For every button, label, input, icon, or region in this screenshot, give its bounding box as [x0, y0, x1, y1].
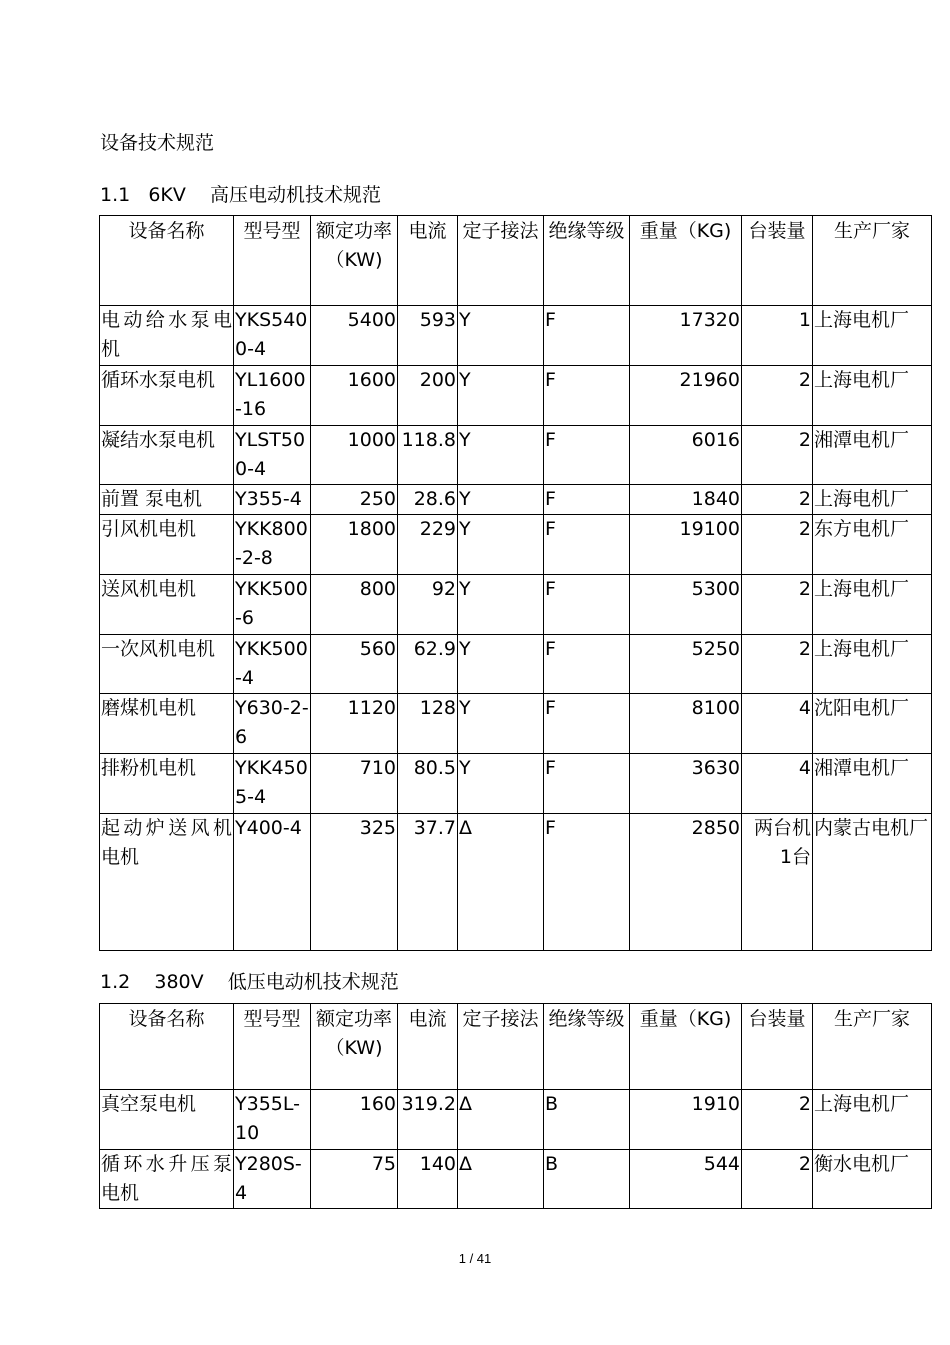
- cell-stator-connection: Y: [458, 366, 544, 426]
- table-row: [100, 814, 932, 951]
- cell-current: 229: [398, 515, 458, 575]
- header-model: 型号型: [234, 216, 311, 306]
- cell-current: 200: [398, 366, 458, 426]
- cell-model: Y630-2-6: [234, 694, 311, 754]
- cell-insulation-class: F: [544, 366, 630, 426]
- header-insulation-class: 绝缘等级: [544, 1004, 630, 1090]
- cell-rated-power: 710: [311, 754, 398, 814]
- cell-unit-count: 2: [742, 1090, 813, 1150]
- table-row: [100, 754, 932, 814]
- cell-rated-power: 1600: [311, 366, 398, 426]
- cell-device-name: 起动炉送风机电机: [100, 814, 234, 951]
- cell-model: YLST500-4: [234, 426, 311, 485]
- cell-insulation-class: F: [544, 306, 630, 366]
- cell-current: 319.2: [398, 1090, 458, 1150]
- cell-weight: 1840: [630, 485, 742, 515]
- cell-model: Y400-4: [234, 814, 311, 951]
- document-title: 设备技术规范: [100, 132, 215, 154]
- cell-stator-connection: Y: [458, 694, 544, 754]
- cell-weight: 1910: [630, 1090, 742, 1150]
- cell-manufacturer: 上海电机厂: [813, 575, 932, 635]
- cell-device-name: 引风机电机: [100, 515, 234, 575]
- cell-stator-connection: Y: [458, 754, 544, 814]
- header-device-name: 设备名称: [100, 216, 234, 306]
- table-row: [100, 485, 932, 515]
- cell-insulation-class: F: [544, 575, 630, 635]
- cell-manufacturer: 上海电机厂: [813, 1090, 932, 1150]
- cell-weight: 6016: [630, 426, 742, 485]
- cell-device-name: 凝结水泵电机: [100, 426, 234, 485]
- header-unit-count: 台装量: [742, 1004, 813, 1090]
- table-row: [100, 306, 932, 366]
- cell-unit-count: 2: [742, 515, 813, 575]
- cell-current: 118.8: [398, 426, 458, 485]
- cell-weight: 17320: [630, 306, 742, 366]
- header-stator-connection: 定子接法: [458, 1004, 544, 1090]
- cell-current: 128: [398, 694, 458, 754]
- cell-rated-power: 325: [311, 814, 398, 951]
- header-manufacturer: 生产厂家: [813, 1004, 932, 1090]
- header-rated-power: 额定功率（KW): [311, 1004, 398, 1090]
- cell-current: 140: [398, 1150, 458, 1209]
- cell-unit-count: 4: [742, 694, 813, 754]
- cell-current: 28.6: [398, 485, 458, 515]
- table-row: [100, 1090, 932, 1150]
- cell-weight: 544: [630, 1150, 742, 1209]
- lv-motor-spec-table: [99, 1003, 932, 1209]
- cell-stator-connection: Y: [458, 426, 544, 485]
- cell-weight: 8100: [630, 694, 742, 754]
- cell-device-name: 前置 泵电机: [100, 485, 234, 515]
- cell-insulation-class: F: [544, 814, 630, 951]
- cell-device-name: 送风机电机: [100, 575, 234, 635]
- cell-weight: 21960: [630, 366, 742, 426]
- cell-manufacturer: 上海电机厂: [813, 485, 932, 515]
- cell-insulation-class: B: [544, 1090, 630, 1150]
- cell-insulation-class: F: [544, 694, 630, 754]
- cell-model: YL1600-16: [234, 366, 311, 426]
- cell-stator-connection: Y: [458, 515, 544, 575]
- cell-insulation-class: F: [544, 635, 630, 694]
- cell-model: YKK500-4: [234, 635, 311, 694]
- cell-rated-power: 250: [311, 485, 398, 515]
- cell-insulation-class: F: [544, 754, 630, 814]
- cell-current: 593: [398, 306, 458, 366]
- table-row: [100, 635, 932, 694]
- cell-rated-power: 800: [311, 575, 398, 635]
- table-row: [100, 426, 932, 485]
- cell-weight: 19100: [630, 515, 742, 575]
- table-header-row: [100, 216, 932, 306]
- cell-rated-power: 75: [311, 1150, 398, 1209]
- cell-unit-count: 2: [742, 485, 813, 515]
- header-stator-connection: 定子接法: [458, 216, 544, 306]
- cell-manufacturer: 东方电机厂: [813, 515, 932, 575]
- cell-stator-connection: Δ: [458, 1150, 544, 1209]
- cell-unit-count: 2: [742, 366, 813, 426]
- cell-unit-count: 4: [742, 754, 813, 814]
- header-model: 型号型: [234, 1004, 311, 1090]
- cell-device-name: 排粉机电机: [100, 754, 234, 814]
- cell-stator-connection: Y: [458, 635, 544, 694]
- section-2-title: 1.2 380V 低压电动机技术规范: [100, 971, 399, 993]
- cell-stator-connection: Y: [458, 575, 544, 635]
- cell-unit-count: 两台机1台: [742, 814, 813, 951]
- cell-current: 80.5: [398, 754, 458, 814]
- cell-unit-count: 2: [742, 1150, 813, 1209]
- cell-stator-connection: Δ: [458, 1090, 544, 1150]
- cell-unit-count: 2: [742, 575, 813, 635]
- cell-weight: 2850: [630, 814, 742, 951]
- cell-rated-power: 1000: [311, 426, 398, 485]
- cell-insulation-class: F: [544, 515, 630, 575]
- cell-manufacturer: 衡水电机厂: [813, 1150, 932, 1209]
- cell-stator-connection: Y: [458, 306, 544, 366]
- header-rated-power: 额定功率（KW): [311, 216, 398, 306]
- cell-device-name: 磨煤机电机: [100, 694, 234, 754]
- cell-device-name: 循环水升压泵电机: [100, 1150, 234, 1209]
- cell-rated-power: 1800: [311, 515, 398, 575]
- cell-model: YKK500-6: [234, 575, 311, 635]
- cell-current: 37.7: [398, 814, 458, 951]
- hv-motor-spec-table: [99, 215, 932, 951]
- section-1-title: 1.1 6KV 高压电动机技术规范: [100, 184, 382, 206]
- cell-weight: 3630: [630, 754, 742, 814]
- page-number: 1 / 41: [458, 1251, 492, 1266]
- cell-model: Y355-4: [234, 485, 311, 515]
- cell-stator-connection: Δ: [458, 814, 544, 951]
- cell-manufacturer: 沈阳电机厂: [813, 694, 932, 754]
- cell-device-name: 电动给水泵电机: [100, 306, 234, 366]
- cell-device-name: 循环水泵电机: [100, 366, 234, 426]
- cell-device-name: 一次风机电机: [100, 635, 234, 694]
- cell-rated-power: 1120: [311, 694, 398, 754]
- header-insulation-class: 绝缘等级: [544, 216, 630, 306]
- cell-model: Y280S-4: [234, 1150, 311, 1209]
- cell-manufacturer: 上海电机厂: [813, 306, 932, 366]
- cell-device-name: 真空泵电机: [100, 1090, 234, 1150]
- table-row: [100, 1150, 932, 1209]
- header-weight: 重量（KG): [630, 216, 742, 306]
- cell-manufacturer: 上海电机厂: [813, 366, 932, 426]
- cell-unit-count: 2: [742, 635, 813, 694]
- header-current: 电流: [398, 216, 458, 306]
- header-weight: 重量（KG): [630, 1004, 742, 1090]
- table-row: [100, 694, 932, 754]
- cell-insulation-class: F: [544, 485, 630, 515]
- cell-model: YKK800-2-8: [234, 515, 311, 575]
- cell-insulation-class: B: [544, 1150, 630, 1209]
- cell-rated-power: 160: [311, 1090, 398, 1150]
- table-row: [100, 515, 932, 575]
- cell-current: 62.9: [398, 635, 458, 694]
- cell-unit-count: 1: [742, 306, 813, 366]
- table-row: [100, 575, 932, 635]
- cell-stator-connection: Y: [458, 485, 544, 515]
- cell-weight: 5250: [630, 635, 742, 694]
- cell-model: YKS5400-4: [234, 306, 311, 366]
- cell-manufacturer: 湘潭电机厂: [813, 426, 932, 485]
- header-device-name: 设备名称: [100, 1004, 234, 1090]
- table-row: [100, 366, 932, 426]
- cell-insulation-class: F: [544, 426, 630, 485]
- cell-rated-power: 5400: [311, 306, 398, 366]
- cell-current: 92: [398, 575, 458, 635]
- header-unit-count: 台装量: [742, 216, 813, 306]
- cell-weight: 5300: [630, 575, 742, 635]
- cell-manufacturer: 内蒙古电机厂: [813, 814, 932, 951]
- cell-unit-count: 2: [742, 426, 813, 485]
- cell-rated-power: 560: [311, 635, 398, 694]
- cell-model: YKK4505-4: [234, 754, 311, 814]
- cell-model: Y355L-10: [234, 1090, 311, 1150]
- cell-manufacturer: 上海电机厂: [813, 635, 932, 694]
- cell-manufacturer: 湘潭电机厂: [813, 754, 932, 814]
- header-current: 电流: [398, 1004, 458, 1090]
- header-manufacturer: 生产厂家: [813, 216, 932, 306]
- table-header-row: [100, 1004, 932, 1090]
